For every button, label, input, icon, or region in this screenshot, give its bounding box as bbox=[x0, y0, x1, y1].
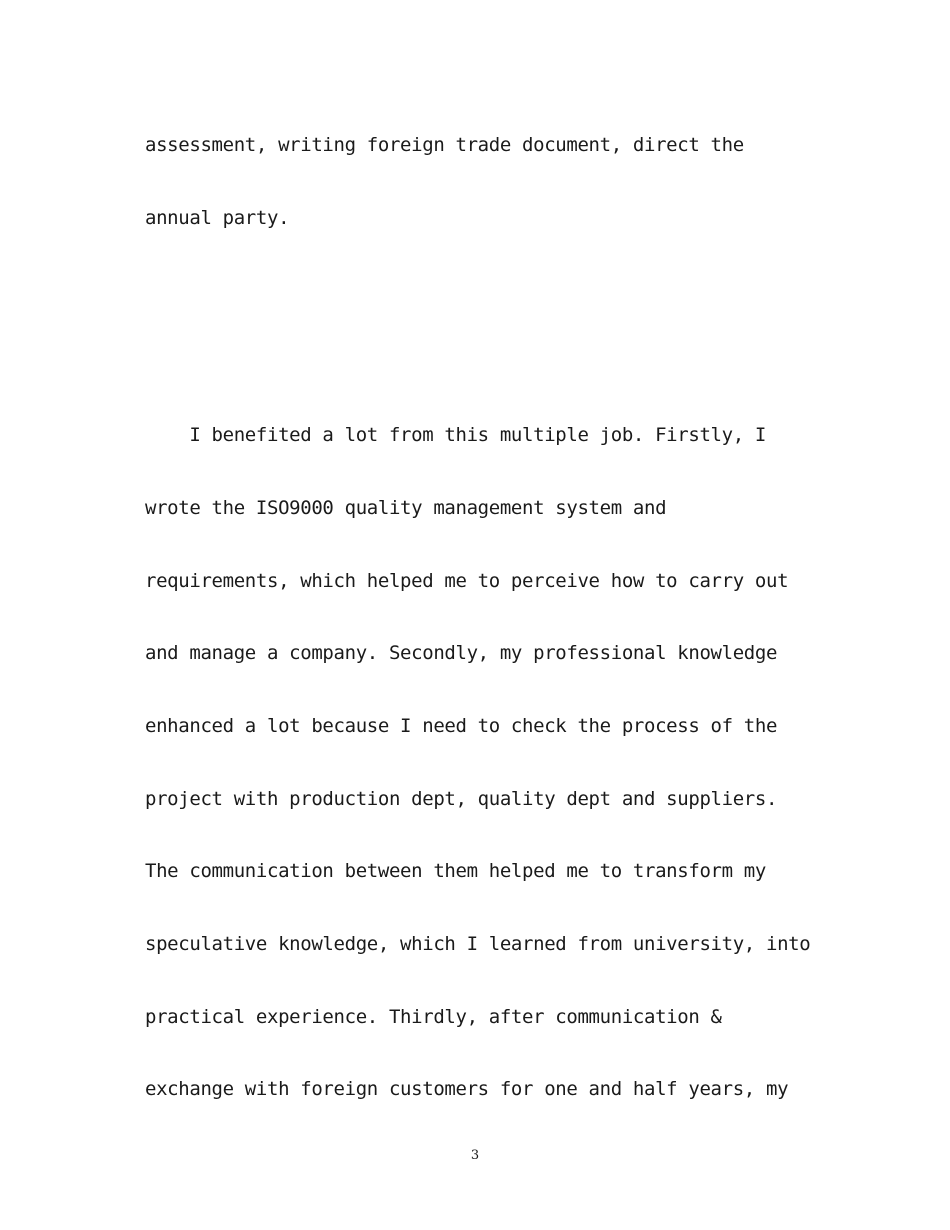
text-line: assessment, writing foreign trade document, direct the bbox=[145, 134, 744, 156]
text-line: project with production dept, quality dept and suppliers. bbox=[145, 788, 778, 810]
text-line: and manage a company. Secondly, my professional knowledge bbox=[145, 642, 778, 664]
text-line: practical experience. Thirdly, after communication & bbox=[145, 1006, 722, 1028]
text-line: The communication between them helped me to transform my bbox=[145, 860, 766, 882]
page-number: 3 bbox=[470, 1148, 480, 1163]
text-line: requirements, which helped me to perceive how to carry out bbox=[145, 570, 789, 592]
text-line: exchange with foreign customers for one and half years, my bbox=[145, 1078, 789, 1100]
text-line: enhanced a lot because I need to check the process of the bbox=[145, 715, 778, 737]
text-line: I benefited a lot from this multiple job. Firstly, I bbox=[145, 424, 766, 446]
text-line: speculative knowledge, which I learned from university, into bbox=[145, 933, 811, 955]
text-line: wrote the ISO9000 quality management system and bbox=[145, 497, 667, 519]
text-line: annual party. bbox=[145, 207, 290, 229]
